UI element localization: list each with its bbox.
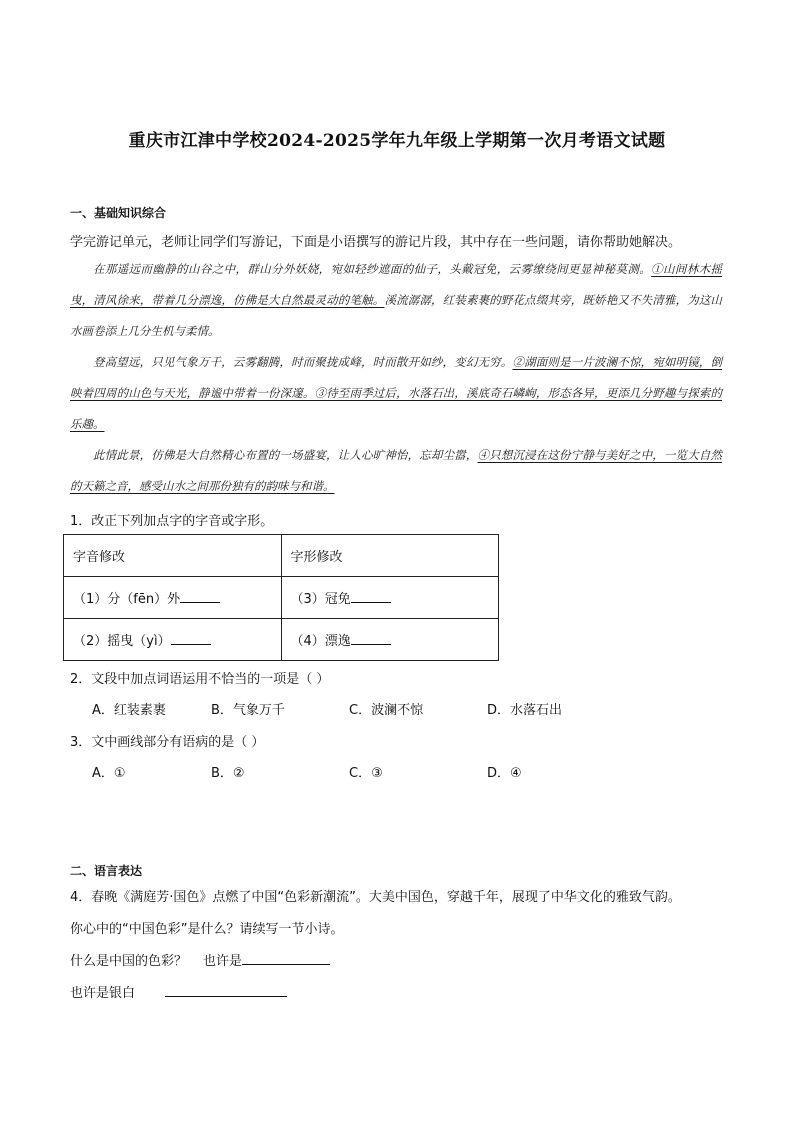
section-intro: 学完游记单元，老师让同学们写游记，下面是小语撰写的游记片段，其中存在一些问题，请你帮助她解决。 — [70, 235, 682, 250]
option-c[interactable]: C．波澜不惊 — [349, 703, 424, 718]
option-a[interactable]: A．红装素裹 — [92, 703, 166, 718]
table-cell — [281, 619, 499, 661]
answer-blank[interactable] — [180, 588, 220, 603]
underlined-sentence-1: ①山间林木摇曳，清风徐来，带着几分漂逸，仿佛是大自然最灵动的笔触。 — [70, 262, 722, 307]
question-4-prompt-line-2: 你心中的“中国色彩”是什么？请续写一节小诗。 — [70, 922, 344, 937]
table-cell-text: （1）分（fēn）外 — [73, 592, 181, 607]
table-cell — [64, 577, 282, 619]
option-b[interactable]: B．气象万千 — [211, 703, 285, 718]
passage-text: 此情此景，仿佛是大自然精心布置的一场盛宴，让人心旷神怡，忘却尘嚣， — [93, 448, 478, 462]
table-cell-text: （4）漂逸 — [290, 634, 351, 649]
poem-text: 也许是银白 — [70, 986, 136, 1001]
section-heading-language-expression: 二、语言表达 — [70, 864, 143, 878]
answer-blank[interactable] — [242, 950, 330, 965]
correction-table — [63, 534, 499, 661]
question-3: 3．文中画线部分有语病的是（ ） — [70, 735, 265, 750]
question-4-prompt-line-1: 4．春晚《满庭芳·国色》点燃了中国“色彩新潮流”。大美中国色，穿越千年，展现了中华文化的雅致气韵。 — [70, 890, 681, 905]
table-cell — [281, 577, 499, 619]
question-2-options — [92, 699, 562, 718]
question-3-options — [92, 762, 522, 781]
travel-passage — [70, 254, 722, 502]
question-1: 1．改正下列加点字的字音或字形。 — [70, 514, 274, 529]
passage-paragraph-2 — [70, 347, 722, 440]
passage-text: 溪流潺潺，红装素裹的野花点缀其旁，既娇艳又不失清雅，为这山水画卷添上几分生机与柔情。 — [70, 293, 723, 338]
table-cell — [64, 619, 282, 661]
poem-line-2 — [70, 982, 287, 1001]
table-cell-text: （2）摇曳（yì） — [73, 634, 171, 649]
passage-text: 登高望远，只见气象万千，云雾翻腾，时而聚拢成峰，时而散开如纱，变幻无穷。 — [93, 355, 513, 369]
table-row — [64, 619, 499, 661]
answer-blank[interactable] — [351, 588, 391, 603]
section-heading-basic-knowledge: 一、基础知识综合 — [70, 206, 167, 220]
passage-paragraph-1 — [70, 254, 722, 347]
poem-text: 什么是中国的色彩？ — [70, 954, 188, 969]
table-header-character: 字形修改 — [281, 535, 499, 577]
underlined-sentence-3: ③待至雨季过后，水落石出，溪底奇石嶙峋，形态各异，更添几分野趣与探索的乐趣。 — [70, 386, 723, 431]
option-c[interactable]: C．③ — [349, 766, 383, 781]
passage-text: 在那遥远而幽静的山谷之中，群山分外妖娆，宛如轻纱遮面的仙子，头戴冠免，云雾缭绕间更显神秘莫测。 — [93, 262, 652, 276]
option-d[interactable]: D．④ — [487, 766, 522, 781]
table-row — [64, 577, 499, 619]
answer-blank[interactable] — [171, 630, 211, 645]
option-b[interactable]: B．② — [211, 766, 245, 781]
poem-line-1 — [70, 950, 330, 969]
answer-blank[interactable] — [351, 630, 391, 645]
passage-paragraph-3 — [70, 440, 722, 502]
table-cell-text: （3）冠免 — [290, 592, 351, 607]
underlined-sentence-4: ④只想沉浸在这份宁静与美好之中，一览大自然的天籁之音，感受山水之间那份独有的韵味与和谐。 — [70, 448, 723, 493]
underlined-sentence-2: ②湖面则是一片波澜不惊，宛如明镜，倒映着四周的山色与天光，静谧中带着一份深邃。 — [70, 355, 723, 400]
answer-blank[interactable] — [165, 982, 287, 997]
page-title: 重庆市江津中学校2024-2025学年九年级上学期第一次月考语文试题 — [128, 131, 666, 151]
option-a[interactable]: A．① — [92, 766, 126, 781]
poem-text: 也许是 — [203, 954, 243, 969]
table-header-pronunciation: 字音修改 — [64, 535, 282, 577]
option-d[interactable]: D．水落石出 — [487, 703, 563, 718]
question-2: 2．文段中加点词语运用不恰当的一项是（ ） — [70, 672, 330, 687]
table-row — [64, 535, 499, 577]
